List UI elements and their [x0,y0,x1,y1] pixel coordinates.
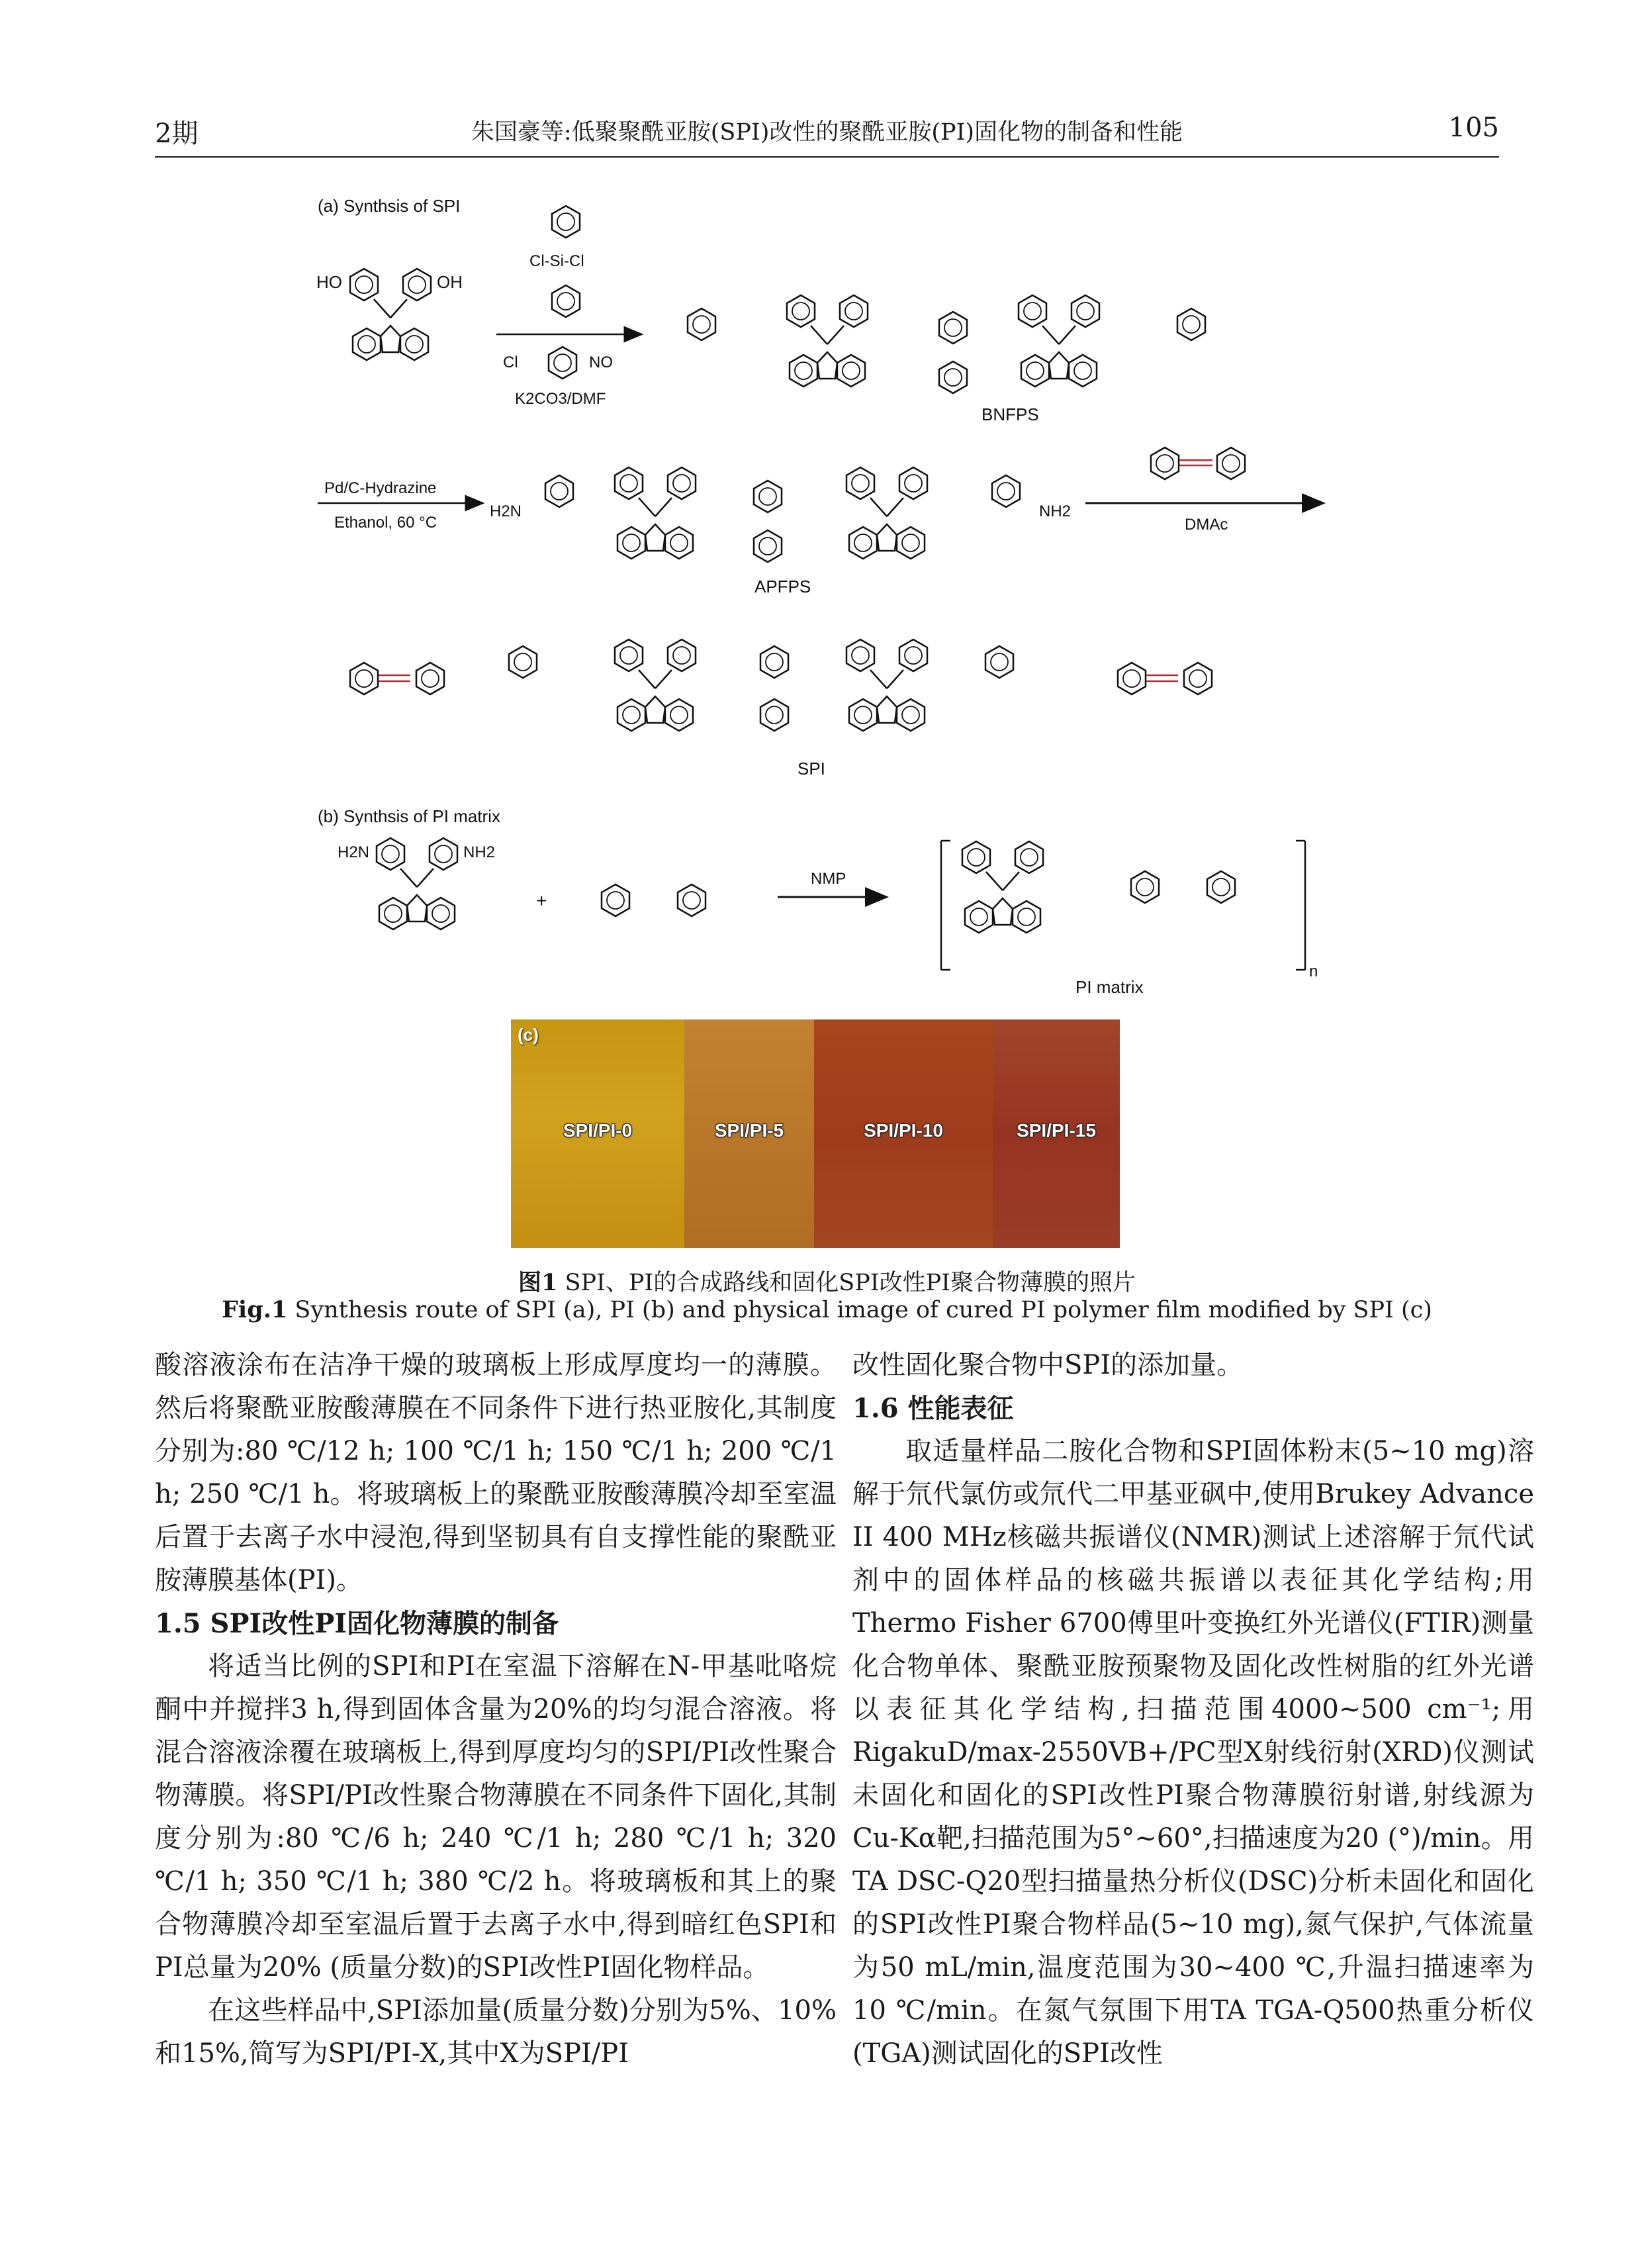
plus-sign: + [536,890,547,911]
bnfps-label: BNFPS [981,404,1039,424]
svg-text:NH2: NH2 [1039,502,1072,520]
bnfps-structure [688,295,1205,393]
running-header [155,105,1499,158]
dichlorosilane-reagent [529,206,584,317]
pepa-reagent [1151,448,1245,479]
right-column [852,1344,1534,2075]
figure-caption-cn: 图1 SPI、PI的合成路线和固化SPI改性PI聚合物薄膜的照片 [518,1269,1136,1296]
chloronitrobenzene-reagent [503,347,613,379]
spi-structure [350,639,1212,731]
panel-a-title: (a) Synthsis of SPI [318,196,461,216]
issue-number: 2期 [155,118,199,149]
bafl-diamine-structure [338,838,495,929]
panel-b-title: (b) Synthsis of PI matrix [318,806,500,826]
svg-text:Cl: Cl [503,354,518,371]
running-title: 朱国豪等:低聚聚酰亚胺(SPI)改性的聚酰亚胺(PI)固化物的制备和性能 [471,119,1183,146]
svg-text:HO: HO [316,272,342,292]
film-spi-pi-10: SPI/PI-10 [814,1019,993,1248]
reduction-conditions-1: Pd/C-Hydrazine [324,479,437,497]
svg-text:OH: OH [437,272,463,292]
film-spi-pi-5: SPI/PI-5 [684,1019,814,1248]
figure-caption-en: Fig.1 Synthesis route of SPI (a), PI (b) and physical image of cured PI polymer film modified by SPI (c) [222,1296,1432,1323]
panel-c-tag: (c) [518,1025,539,1045]
nmp-label: NMP [811,870,846,888]
svg-text:H2N: H2N [490,502,522,520]
dmac-label: DMAc [1185,516,1228,534]
reduction-conditions-2: Ethanol, 60 °C [334,514,437,532]
spi-label: SPI [798,759,825,779]
svg-text:H2N: H2N [338,843,370,861]
apfps-structure [490,467,1071,562]
apfps-label: APFPS [754,577,811,596]
paragraph: 改性固化聚合物中SPI的添加量。 [852,1350,1244,1380]
bisphenol-fluorene-structure [316,269,463,360]
film-photo [511,1019,1120,1248]
svg-text:n: n [1309,963,1318,980]
left-column [155,1344,837,2075]
film-spi-pi-0: SPI/PI-0 [511,1019,684,1248]
paragraph: 取适量样品二胺化合物和SPI固体粉末(5~10 mg)溶解于氘代氯仿或氘代二甲基亚砜中,使用Brukey Advance II 400 MHz核磁共振谱仪(NMR)测试上述溶解于氘代试剂中的固体样品的核磁共振谱以表征其化学结构;用Thermo Fisher 6700傅里叶变换红外光谱仪(FTIR)测量化合物单体、聚酰亚胺预聚物及固化改性树脂的红外光谱以表征其化学结构,扫描范围4000~500 cm⁻¹;用RigakuD/max-2550VB+/PC型X射线衍射(XRD)仪测试未固化和固化的SPI改性PI聚合物薄膜衍射谱,射线源为Cu-Kα靶,扫描范围为5°~60°,扫描速度为20 (°)/min。用TA DSC-Q20型扫描量热分析仪(DSC)分析未固化和固化的SPI改性PI聚合物样品(5~10 mg),氮气保护,气体流量为50 mL/min,温度范围为30~400 ℃,升温扫描速率为10 ℃/min。在氮气氛围下用TA TGA-Q500热重分析仪(TGA)测试固化的SPI改性 [852,1436,1534,2069]
section-heading-1-6: 1.6 性能表征 [852,1393,1014,1424]
paragraph: 酸溶液涂布在洁净干燥的玻璃板上形成厚度均一的薄膜。然后将聚酰亚胺酸薄膜在不同条件下进行热亚胺化,其制度分别为:80 ℃/12 h; 100 ℃/1 h; 150 ℃/1 h; 200 ℃/1 h; 250 ℃/1 h。将玻璃板上的聚酰亚胺酸薄膜冷却至室温后置于去离子水中浸泡,得到坚韧具有自支撑性能的聚酰亚胺薄膜基体(PI)。 [155,1350,837,1595]
bpda-dianhydride-structure [602,884,706,916]
svg-text:NH2: NH2 [463,843,496,861]
section-heading-1-5: 1.5 SPI改性PI固化物薄膜的制备 [155,1608,559,1639]
page-number: 105 [1448,113,1499,143]
pi-matrix-label: PI matrix [1075,977,1144,997]
svg-text:NO: NO [589,354,613,371]
header-rule [155,156,1499,158]
paragraph: 将适当比例的SPI和PI在室温下溶解在N-甲基吡咯烷酮中并搅拌3 h,得到固体含量为20%的均匀混合溶液。将混合溶液涂覆在玻璃板上,得到厚度均匀的SPI/PI改性聚合物薄膜。将SPI/PI改性聚合物薄膜在不同条件下固化,其制度分别为:80 ℃/6 h; 240 ℃/1 h; 280 ℃/1 h; 320 ℃/1 h; 350 ℃/1 h; 380 ℃/2 h。将玻璃板和其上的聚合物薄膜冷却至室温后置于去离子水中,得到暗红色SPI和PI总量为20% (质量分数)的SPI改性PI固化物样品。 [155,1651,837,1983]
paragraph: 在这些样品中,SPI添加量(质量分数)分别为5%、10%和15%,简写为SPI/PI-X,其中X为SPI/PI [155,1995,837,2069]
pi-matrix-structure [941,841,1318,980]
base-solvent-label: K2CO3/DMF [515,390,606,408]
film-spi-pi-15: SPI/PI-15 [993,1019,1120,1248]
svg-text:Cl-Si-Cl: Cl-Si-Cl [529,252,584,270]
